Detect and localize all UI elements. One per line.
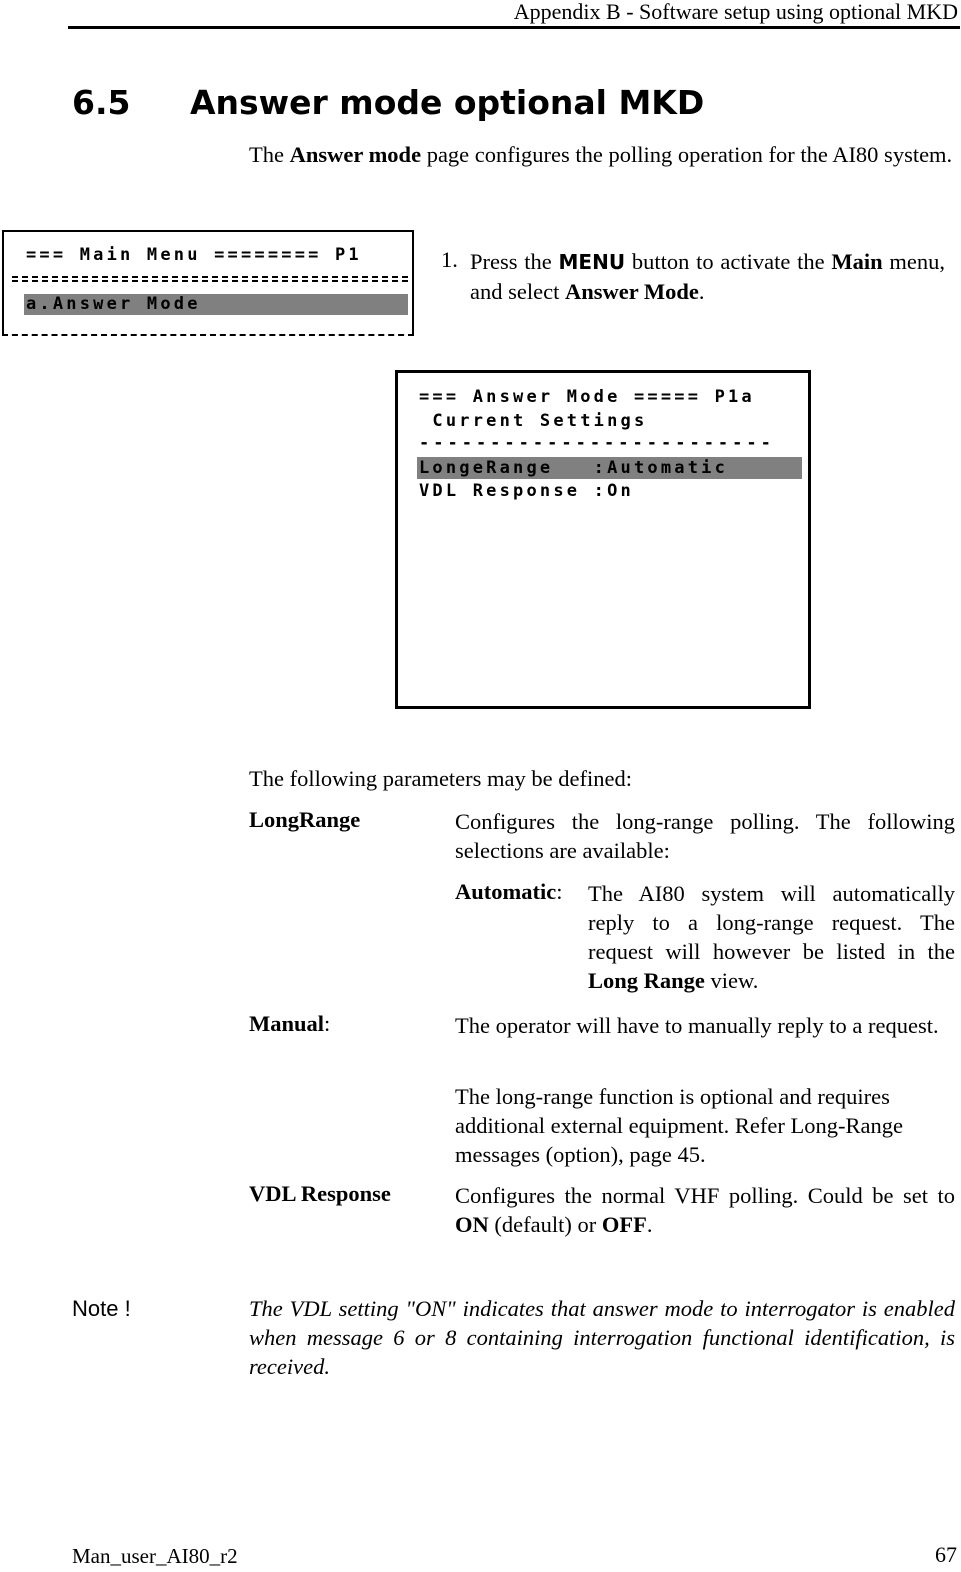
option-automatic-label [455,879,563,905]
step-text: button to activate the [625,249,832,274]
page-header-title: Appendix B - Software setup using optional MKD [513,0,958,24]
header-rule [68,26,960,29]
main-menu-screen [2,230,414,336]
intro-paragraph [249,140,955,169]
automatic-desc-bold: Long Range [588,968,705,993]
answer-mode-screen [395,370,811,709]
step-text: Press the [470,249,559,274]
param-longrange-desc: Configures the long-range polling. The following selections are available: [455,809,955,863]
section-title [72,83,704,122]
menu-key-label: MENU [558,250,626,274]
param-manual-desc: The operator will have to manually reply to a request. [455,1013,939,1038]
param-manual-label-text: Manual [249,1011,325,1036]
note-label: Note ! [72,1296,131,1321]
step-1-text [470,247,945,306]
automatic-desc-text-end: view. [704,968,759,993]
intro-text-post: page configures the polling operation for the AI80 system. [421,142,953,167]
param-colon: : [324,1011,331,1036]
vdl-off-value: OFF [601,1212,647,1237]
params-intro: The following parameters may be defined: [249,766,632,791]
main-menu-line1: === Main Menu ======== P1 [26,245,362,265]
answer-mode-divider: ------------------------- [419,433,775,453]
answer-mode-line2: Current Settings [419,411,648,431]
param-longrange-label: LongRange [249,807,361,832]
step-bold-main: Main [831,249,883,274]
step-text: . [698,279,705,304]
footer-doc-id: Man_user_AI80_r2 [72,1544,238,1568]
note-text: The VDL setting "ON" indicates that answer mode to interrogator is enabled when message 6 or 8 containing interrogation functional identification, is received. [249,1296,955,1379]
vdl-desc-text: Configures the normal VHF polling. Could be set to [455,1183,955,1208]
param-manual-note: The long-range function is optional and requires additional external equipment. Refer Long-Range messages (option), page 45. [455,1084,903,1167]
answer-mode-line1: === Answer Mode ===== P1a [419,387,755,407]
main-menu-item-answer-mode[interactable]: a.Answer Mode [24,294,408,315]
screen-separator [12,276,408,278]
section-title-text: Answer mode optional MKD [190,83,705,122]
answer-mode-vdl-row[interactable]: VDL Response :On [419,481,634,501]
answer-mode-longrange-row[interactable]: LongeRange :Automatic [417,457,802,479]
vdl-on-value: ON [455,1212,489,1237]
option-colon: : [556,879,563,904]
step-bold-answer-mode: Answer Mode [564,279,699,304]
footer-page-number: 67 [935,1542,957,1567]
option-automatic-desc [588,879,955,995]
automatic-desc-text: The AI80 system will automatically reply to a long-range request. The request will however be listed in the [588,881,955,964]
screen-separator [12,280,408,282]
param-vdl-label: VDL Response [249,1181,391,1206]
option-automatic-label-text: Automatic [455,879,557,904]
section-number: 6.5 [72,83,131,122]
intro-text-bold: Answer mode [289,142,422,167]
step-text: menu, and select [470,249,945,304]
param-vdl-desc [455,1181,955,1239]
step-number: 1. [441,247,458,272]
vdl-desc-text-mid: (default) or [488,1212,602,1237]
intro-text-pre: The [249,142,290,167]
param-manual-label [249,1011,330,1037]
vdl-desc-text-end: . [646,1212,653,1237]
